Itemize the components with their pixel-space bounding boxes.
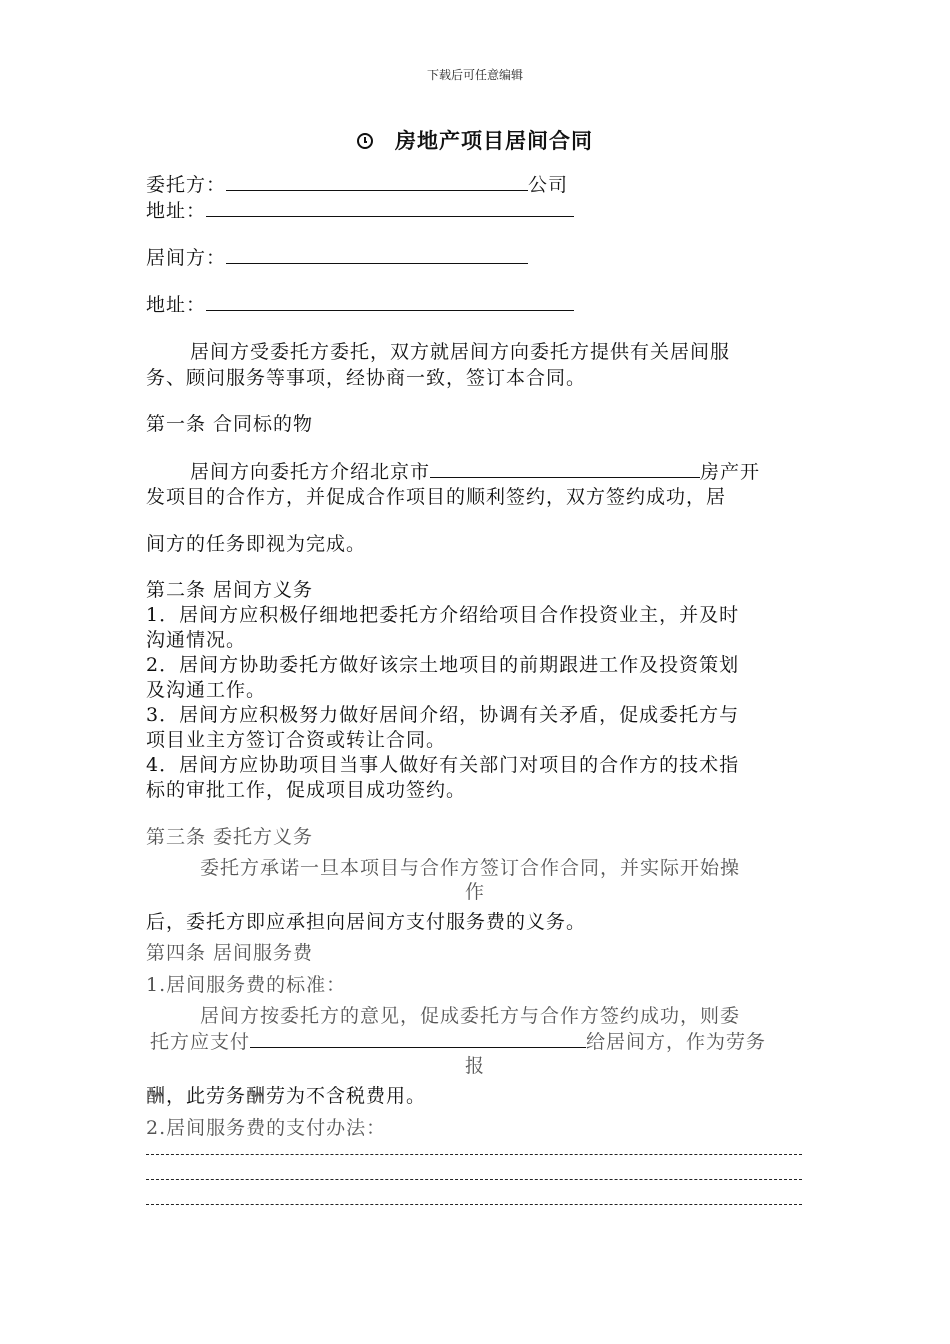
article-4-line-1: 居间方按委托方的意见，促成委托方与合作方签约成功，则委 [200,1005,741,1027]
article-1-line-1-pre: 居间方向委托方介绍北京市 [190,461,431,483]
document-title-row [0,125,950,155]
fee-payment-heading: 2.居间服务费的支付办法： [146,1117,387,1139]
article-1-line-2: 发项目的合作方，并促成合作项目的顺利签约，双方签约成功，居 [146,486,727,508]
article-4-line-3: 酬，此劳务酬劳为不含税费用。 [146,1085,427,1107]
document-title: 房地产项目居间合同 [395,128,593,153]
article-1-line-1 [190,459,760,484]
article-3-heading: 第三条 委托方义务 [146,826,314,848]
client-address-blank[interactable] [206,198,574,217]
article-4-line-2-wrap: 报 [464,1055,485,1077]
article-2-item-3-line-1: 3．居间方应积极努力做好居间介绍，协调有关矛盾，促成委托方与 [146,704,740,726]
broker-label: 居间方： [146,247,227,269]
client-line [146,172,568,197]
article-4-line-2-pre: 托方应支付 [150,1031,251,1053]
intro-line-1: 居间方受委托方委托，双方就居间方向委托方提供有关居间服 [190,341,731,363]
article-4-heading: 第四条 居间服务费 [146,942,314,964]
article-3-line-1: 委托方承诺一旦本项目与合作方签订合作合同，并实际开始操 [200,857,741,879]
client-label: 委托方： [146,174,227,196]
article-4-line-2-post: 给居间方，作为劳务 [586,1031,767,1053]
client-blank[interactable] [226,172,528,191]
article-2-heading: 第二条 居间方义务 [146,579,314,601]
article-3-line-2: 后，委托方即应承担向居间方支付服务费的义务。 [146,911,587,933]
article-2-item-4-line-2: 标的审批工作，促成项目成功签约。 [146,779,467,801]
client-address-line [146,198,574,223]
broker-line [146,245,528,270]
fee-amount-blank[interactable] [250,1029,586,1048]
article-2-item-1-line-2: 沟通情况。 [146,629,247,651]
article-2-item-2-line-2: 及沟通工作。 [146,679,267,701]
article-4-line-2 [150,1029,766,1054]
broker-blank[interactable] [226,245,528,264]
client-suffix: 公司 [528,174,569,196]
article-1-line-3: 间方的任务即视为完成。 [146,533,367,555]
city-project-blank[interactable] [430,459,700,478]
broker-address-line [146,292,574,317]
article-2-item-1-line-1: 1．居间方应积极仔细地把委托方介绍给项目合作投资业主，并及时 [146,604,740,626]
intro-line-2: 务、顾问服务等事项，经协商一致，签订本合同。 [146,367,587,389]
payment-dashed-line-2[interactable] [146,1179,802,1180]
article-1-heading: 第一条 合同标的物 [146,413,314,435]
article-1-line-1-post: 房产开 [700,461,761,483]
client-address-label: 地址： [146,200,207,222]
article-2-item-2-line-1: 2．居间方协助委托方做好该宗土地项目的前期跟进工作及投资策划 [146,654,740,676]
broker-address-label: 地址： [146,294,207,316]
article-2-item-3-line-2: 项目业主方签订合资或转让合同。 [146,729,447,751]
payment-dashed-line-1[interactable] [146,1154,802,1155]
fee-standard-heading: 1.居间服务费的标准： [146,974,347,996]
payment-dashed-line-3[interactable] [146,1204,802,1205]
article-2-item-4-line-1: 4．居间方应协助项目当事人做好有关部门对项目的合作方的技术指 [146,754,740,776]
article-3-line-1-wrap: 作 [464,881,485,903]
broker-address-blank[interactable] [206,292,574,311]
download-note: 下载后可任意编辑 [426,68,523,82]
clock-icon [357,133,373,149]
